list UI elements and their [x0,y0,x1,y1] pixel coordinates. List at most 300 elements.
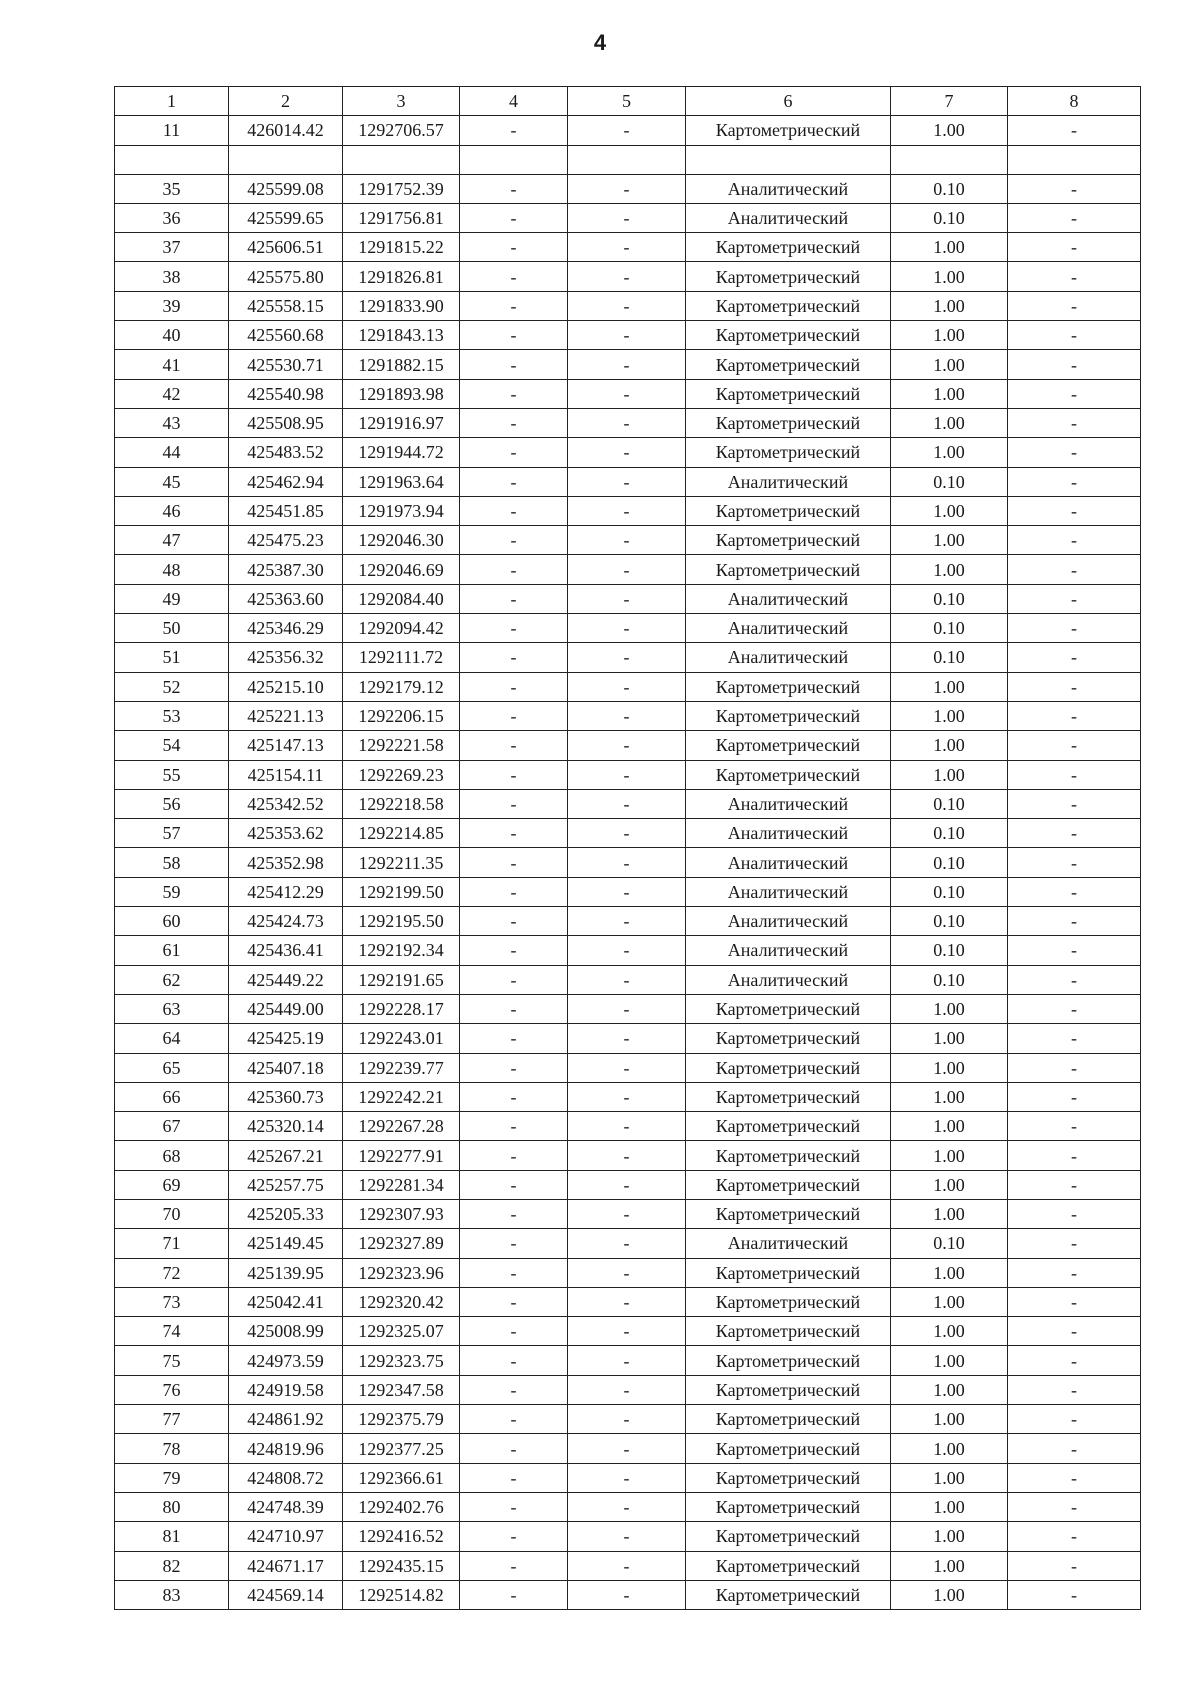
method-cell: Картометрический [686,672,891,701]
y-coordinate-cell: 1292221.58 [343,731,460,760]
y-coordinate-cell: 1292347.58 [343,1375,460,1404]
col-5-cell: - [568,1170,686,1199]
col-4-cell: - [460,760,568,789]
x-coordinate-cell: 425149.45 [229,1229,343,1258]
table-row [115,672,1141,701]
col-5-cell: - [568,701,686,730]
x-coordinate-cell: 425042.41 [229,1287,343,1316]
method-cell: Картометрический [686,1580,891,1609]
col-5-cell: - [568,614,686,643]
method-cell: Картометрический [686,1258,891,1287]
x-coordinate-cell: 424671.17 [229,1551,343,1580]
method-cell [686,145,891,174]
col-8-cell: - [1008,731,1141,760]
col-4-cell: - [460,1199,568,1228]
point-number-cell: 83 [115,1580,229,1609]
col-5-cell: - [568,819,686,848]
y-coordinate-cell: 1292416.52 [343,1522,460,1551]
x-coordinate-cell: 425139.95 [229,1258,343,1287]
point-number-cell: 73 [115,1287,229,1316]
col-5-cell: - [568,526,686,555]
method-cell: Картометрический [686,321,891,350]
table-row [115,1522,1141,1551]
col-5-cell: - [568,643,686,672]
accuracy-cell: 1.00 [891,1463,1008,1492]
y-coordinate-cell: 1292277.91 [343,1141,460,1170]
y-coordinate-cell [343,145,460,174]
col-5-cell: - [568,936,686,965]
y-coordinate-cell: 1292706.57 [343,116,460,145]
y-coordinate-cell: 1292228.17 [343,994,460,1023]
accuracy-cell [891,145,1008,174]
col-8-cell: - [1008,321,1141,350]
col-4-cell: - [460,1375,568,1404]
x-coordinate-cell: 425451.85 [229,496,343,525]
method-cell: Аналитический [686,965,891,994]
accuracy-cell: 1.00 [891,262,1008,291]
x-coordinate-cell: 424808.72 [229,1463,343,1492]
col-8-cell: - [1008,1053,1141,1082]
col-5-cell: - [568,438,686,467]
col-8-cell: - [1008,1170,1141,1199]
table-header-row [115,87,1141,116]
accuracy-cell: 1.00 [891,1141,1008,1170]
col-4-cell: - [460,1170,568,1199]
table-row [115,1405,1141,1434]
method-cell: Аналитический [686,614,891,643]
col-8-cell: - [1008,614,1141,643]
table-row [115,1580,1141,1609]
point-number-cell: 80 [115,1492,229,1521]
y-coordinate-cell: 1292325.07 [343,1317,460,1346]
col-8-cell: - [1008,965,1141,994]
col-5-cell: - [568,233,686,262]
table-row [115,701,1141,730]
col-5-cell: - [568,1463,686,1492]
x-coordinate-cell: 425436.41 [229,936,343,965]
x-coordinate-cell: 425154.11 [229,760,343,789]
x-coordinate-cell: 425342.52 [229,789,343,818]
table-row [115,1258,1141,1287]
point-number-cell: 43 [115,408,229,437]
col-4-cell: - [460,262,568,291]
accuracy-cell: 1.00 [891,526,1008,555]
x-coordinate-cell: 425352.98 [229,848,343,877]
method-cell: Картометрический [686,1492,891,1521]
col-5-cell: - [568,994,686,1023]
col-8-cell: - [1008,526,1141,555]
col-5-cell: - [568,731,686,760]
x-coordinate-cell [229,145,343,174]
col-5-cell: - [568,1492,686,1521]
point-number-cell: 68 [115,1141,229,1170]
accuracy-cell: 0.10 [891,789,1008,818]
accuracy-cell: 1.00 [891,1522,1008,1551]
accuracy-cell: 1.00 [891,1053,1008,1082]
col-8-cell: - [1008,701,1141,730]
col-5-cell: - [568,467,686,496]
point-number-cell: 39 [115,291,229,320]
y-coordinate-cell: 1291833.90 [343,291,460,320]
y-coordinate-cell: 1292402.76 [343,1492,460,1521]
accuracy-cell: 1.00 [891,760,1008,789]
point-number-cell: 60 [115,907,229,936]
accuracy-cell: 1.00 [891,1199,1008,1228]
method-cell: Картометрический [686,1053,891,1082]
point-number-cell: 51 [115,643,229,672]
method-cell: Картометрический [686,1463,891,1492]
col-5-cell: - [568,1551,686,1580]
col-5-cell: - [568,1287,686,1316]
y-coordinate-cell: 1292046.30 [343,526,460,555]
column-header-5: 5 [568,87,686,116]
col-5-cell: - [568,1258,686,1287]
point-number-cell: 38 [115,262,229,291]
col-4-cell: - [460,1112,568,1141]
accuracy-cell: 1.00 [891,1434,1008,1463]
point-number-cell: 75 [115,1346,229,1375]
col-4-cell: - [460,1580,568,1609]
table-row [115,584,1141,613]
point-number-cell: 70 [115,1199,229,1228]
accuracy-cell: 0.10 [891,848,1008,877]
y-coordinate-cell: 1292323.96 [343,1258,460,1287]
x-coordinate-cell: 426014.42 [229,116,343,145]
col-5-cell: - [568,672,686,701]
col-4-cell: - [460,1522,568,1551]
x-coordinate-cell: 425353.62 [229,819,343,848]
col-8-cell: - [1008,555,1141,584]
x-coordinate-cell: 424819.96 [229,1434,343,1463]
col-4-cell: - [460,789,568,818]
col-8-cell: - [1008,291,1141,320]
accuracy-cell: 1.00 [891,379,1008,408]
col-5-cell: - [568,321,686,350]
col-8-cell: - [1008,907,1141,936]
method-cell: Картометрический [686,701,891,730]
col-5-cell: - [568,877,686,906]
point-number-cell: 61 [115,936,229,965]
col-4-cell: - [460,233,568,262]
point-number-cell: 53 [115,701,229,730]
method-cell: Картометрический [686,291,891,320]
method-cell: Картометрический [686,1170,891,1199]
col-8-cell: - [1008,1346,1141,1375]
y-coordinate-cell: 1291944.72 [343,438,460,467]
x-coordinate-cell: 425540.98 [229,379,343,408]
table-row [115,203,1141,232]
table-row [115,1375,1141,1404]
col-8-cell: - [1008,1141,1141,1170]
col-5-cell: - [568,1053,686,1082]
point-number-cell: 62 [115,965,229,994]
point-number-cell: 45 [115,467,229,496]
point-number-cell: 56 [115,789,229,818]
column-header-2: 2 [229,87,343,116]
col-8-cell: - [1008,467,1141,496]
accuracy-cell: 1.00 [891,1082,1008,1111]
point-number-cell: 74 [115,1317,229,1346]
table-row [115,526,1141,555]
table-row [115,467,1141,496]
x-coordinate-cell: 425147.13 [229,731,343,760]
col-5-cell: - [568,262,686,291]
x-coordinate-cell: 425606.51 [229,233,343,262]
column-header-3: 3 [343,87,460,116]
accuracy-cell: 1.00 [891,321,1008,350]
accuracy-cell: 1.00 [891,555,1008,584]
x-coordinate-cell: 425425.19 [229,1024,343,1053]
col-8-cell: - [1008,1551,1141,1580]
col-5-cell: - [568,291,686,320]
point-number-cell: 78 [115,1434,229,1463]
col-4-cell: - [460,1287,568,1316]
col-5-cell: - [568,1082,686,1111]
y-coordinate-cell: 1292243.01 [343,1024,460,1053]
accuracy-cell: 1.00 [891,1492,1008,1521]
table-row [115,408,1141,437]
table-row [115,731,1141,760]
accuracy-cell: 1.00 [891,291,1008,320]
table-row [115,1463,1141,1492]
x-coordinate-cell: 424748.39 [229,1492,343,1521]
accuracy-cell: 1.00 [891,994,1008,1023]
x-coordinate-cell: 425412.29 [229,877,343,906]
point-number-cell: 63 [115,994,229,1023]
point-number-cell: 77 [115,1405,229,1434]
col-5-cell: - [568,408,686,437]
col-8-cell: - [1008,994,1141,1023]
accuracy-cell: 1.00 [891,116,1008,145]
x-coordinate-cell: 425424.73 [229,907,343,936]
point-number-cell: 66 [115,1082,229,1111]
col-8-cell: - [1008,819,1141,848]
method-cell: Картометрический [686,1082,891,1111]
col-8-cell: - [1008,174,1141,203]
method-cell: Картометрический [686,350,891,379]
accuracy-cell: 1.00 [891,1287,1008,1316]
point-number-cell: 71 [115,1229,229,1258]
col-4-cell: - [460,1317,568,1346]
y-coordinate-cell: 1292242.21 [343,1082,460,1111]
point-number-cell: 65 [115,1053,229,1082]
column-header-8: 8 [1008,87,1141,116]
method-cell: Аналитический [686,1229,891,1258]
col-8-cell: - [1008,1317,1141,1346]
col-4-cell: - [460,965,568,994]
col-8-cell: - [1008,1463,1141,1492]
col-8-cell: - [1008,1024,1141,1053]
point-number-cell: 44 [115,438,229,467]
table-row [115,760,1141,789]
y-coordinate-cell: 1292046.69 [343,555,460,584]
table-row [115,789,1141,818]
method-cell: Картометрический [686,994,891,1023]
accuracy-cell: 1.00 [891,731,1008,760]
x-coordinate-cell: 424710.97 [229,1522,343,1551]
accuracy-cell: 0.10 [891,819,1008,848]
col-5-cell: - [568,1199,686,1228]
x-coordinate-cell: 424861.92 [229,1405,343,1434]
accuracy-cell: 1.00 [891,1258,1008,1287]
col-4-cell: - [460,614,568,643]
col-4-cell: - [460,1405,568,1434]
method-cell: Аналитический [686,584,891,613]
col-5-cell: - [568,1112,686,1141]
x-coordinate-cell: 425360.73 [229,1082,343,1111]
col-8-cell: - [1008,1287,1141,1316]
y-coordinate-cell: 1292192.34 [343,936,460,965]
column-header-1: 1 [115,87,229,116]
col-5-cell: - [568,848,686,877]
col-8-cell: - [1008,643,1141,672]
y-coordinate-cell: 1292195.50 [343,907,460,936]
method-cell: Картометрический [686,496,891,525]
point-number-cell: 81 [115,1522,229,1551]
method-cell: Картометрический [686,555,891,584]
table-row [115,496,1141,525]
col-4-cell: - [460,1463,568,1492]
accuracy-cell: 1.00 [891,1346,1008,1375]
col-8-cell: - [1008,203,1141,232]
y-coordinate-cell: 1292218.58 [343,789,460,818]
method-cell: Картометрический [686,731,891,760]
page-number: 4 [593,30,607,55]
point-number-cell: 42 [115,379,229,408]
col-4-cell: - [460,526,568,555]
col-5-cell: - [568,1024,686,1053]
x-coordinate-cell: 425008.99 [229,1317,343,1346]
y-coordinate-cell: 1291815.22 [343,233,460,262]
col-8-cell: - [1008,1112,1141,1141]
point-number-cell [115,145,229,174]
table-row [115,936,1141,965]
x-coordinate-cell: 425356.32 [229,643,343,672]
point-number-cell: 11 [115,116,229,145]
table-row [115,1317,1141,1346]
col-4-cell: - [460,877,568,906]
point-number-cell: 76 [115,1375,229,1404]
x-coordinate-cell: 425462.94 [229,467,343,496]
col-5-cell: - [568,1522,686,1551]
x-coordinate-cell: 425599.08 [229,174,343,203]
point-number-cell: 40 [115,321,229,350]
method-cell: Картометрический [686,1405,891,1434]
y-coordinate-cell: 1291882.15 [343,350,460,379]
table-row [115,1346,1141,1375]
table-row [115,877,1141,906]
col-8-cell [1008,145,1141,174]
method-cell: Картометрический [686,1287,891,1316]
method-cell: Картометрический [686,760,891,789]
y-coordinate-cell: 1292206.15 [343,701,460,730]
accuracy-cell: 0.10 [891,584,1008,613]
col-8-cell: - [1008,789,1141,818]
col-5-cell: - [568,789,686,818]
accuracy-cell: 1.00 [891,496,1008,525]
col-5-cell: - [568,116,686,145]
accuracy-cell: 1.00 [891,701,1008,730]
method-cell: Аналитический [686,848,891,877]
col-4-cell: - [460,936,568,965]
method-cell: Картометрический [686,1434,891,1463]
y-coordinate-cell: 1292239.77 [343,1053,460,1082]
x-coordinate-cell: 425320.14 [229,1112,343,1141]
col-5-cell: - [568,203,686,232]
column-header-4: 4 [460,87,568,116]
col-5-cell: - [568,965,686,994]
method-cell: Аналитический [686,467,891,496]
accuracy-cell: 0.10 [891,1229,1008,1258]
col-5-cell: - [568,496,686,525]
y-coordinate-cell: 1291973.94 [343,496,460,525]
point-number-cell: 54 [115,731,229,760]
col-5-cell: - [568,1405,686,1434]
point-number-cell: 79 [115,1463,229,1492]
col-4-cell: - [460,1551,568,1580]
accuracy-cell: 1.00 [891,1405,1008,1434]
col-4-cell: - [460,1346,568,1375]
accuracy-cell: 0.10 [891,936,1008,965]
point-number-cell: 49 [115,584,229,613]
y-coordinate-cell: 1292514.82 [343,1580,460,1609]
col-4-cell: - [460,116,568,145]
col-5-cell [568,145,686,174]
method-cell: Картометрический [686,1317,891,1346]
y-coordinate-cell: 1292211.35 [343,848,460,877]
y-coordinate-cell: 1292281.34 [343,1170,460,1199]
point-number-cell: 69 [115,1170,229,1199]
x-coordinate-cell: 425599.65 [229,203,343,232]
table-row [115,614,1141,643]
col-4-cell: - [460,731,568,760]
col-8-cell: - [1008,262,1141,291]
table-row [115,555,1141,584]
table-row [115,233,1141,262]
col-5-cell: - [568,1141,686,1170]
col-4-cell: - [460,994,568,1023]
table-row [115,1287,1141,1316]
accuracy-cell: 0.10 [891,614,1008,643]
col-8-cell: - [1008,1258,1141,1287]
col-5-cell: - [568,907,686,936]
point-number-cell: 41 [115,350,229,379]
y-coordinate-cell: 1292179.12 [343,672,460,701]
x-coordinate-cell: 425205.33 [229,1199,343,1228]
accuracy-cell: 1.00 [891,350,1008,379]
method-cell: Картометрический [686,408,891,437]
y-coordinate-cell: 1291916.97 [343,408,460,437]
y-coordinate-cell: 1292375.79 [343,1405,460,1434]
x-coordinate-cell: 425407.18 [229,1053,343,1082]
method-cell: Аналитический [686,174,891,203]
col-8-cell: - [1008,1405,1141,1434]
method-cell: Картометрический [686,1141,891,1170]
col-5-cell: - [568,350,686,379]
accuracy-cell: 0.10 [891,203,1008,232]
table-row [115,994,1141,1023]
col-4-cell: - [460,203,568,232]
col-5-cell: - [568,1580,686,1609]
y-coordinate-cell: 1292366.61 [343,1463,460,1492]
col-8-cell: - [1008,408,1141,437]
y-coordinate-cell: 1292307.93 [343,1199,460,1228]
accuracy-cell: 1.00 [891,438,1008,467]
col-5-cell: - [568,584,686,613]
point-number-cell: 72 [115,1258,229,1287]
y-coordinate-cell: 1292214.85 [343,819,460,848]
method-cell: Аналитический [686,877,891,906]
